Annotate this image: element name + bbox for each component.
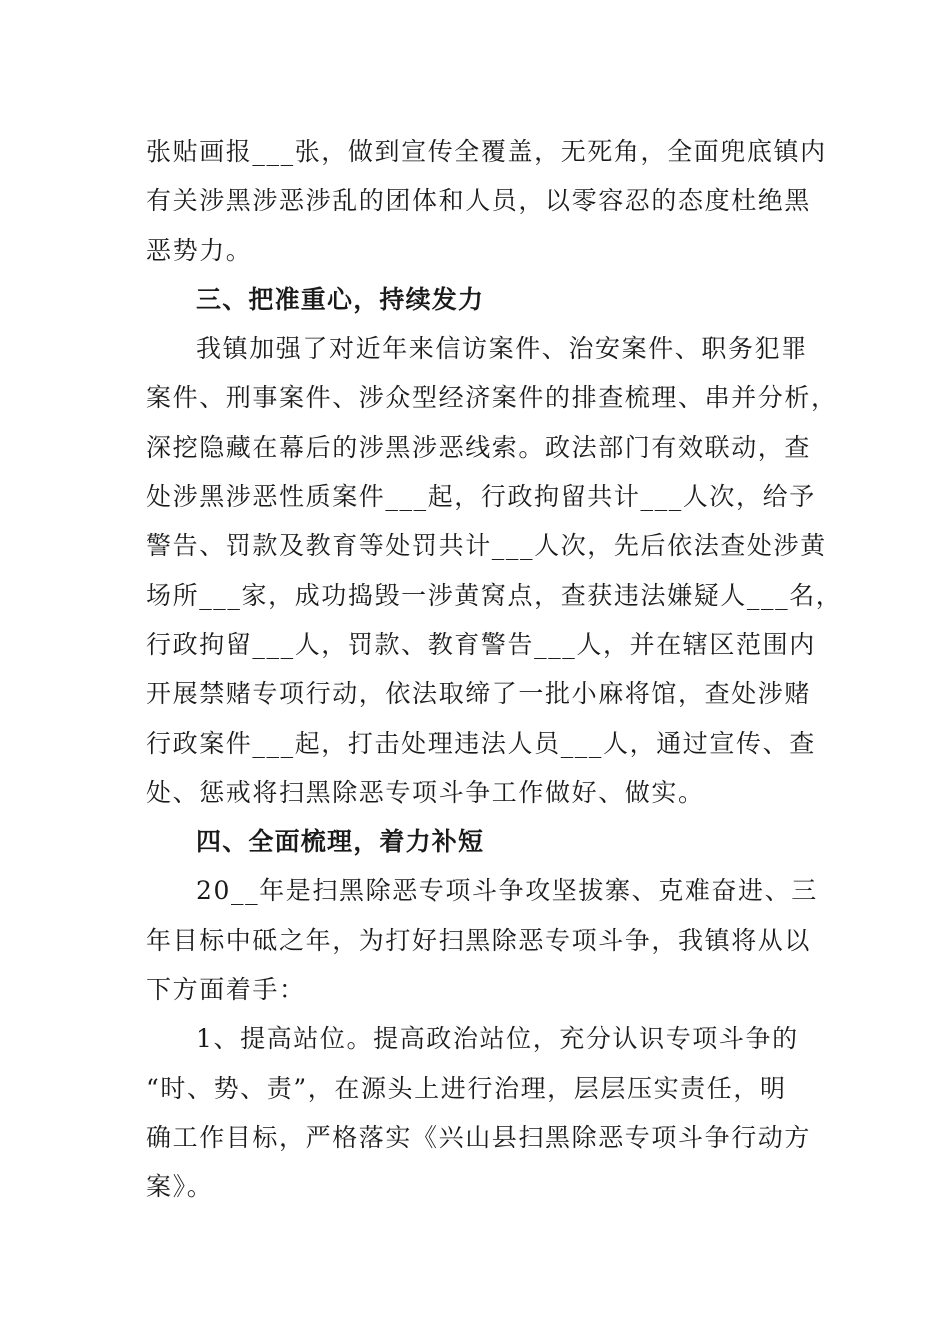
paragraph-first-line: 我镇加强了对近年来信访案件、治安案件、职务犯罪 [196, 334, 808, 364]
text-line: 警告、罚款及教育等处罚共计___人次，先后依法查处涉黄 [146, 531, 827, 561]
text-line: 确工作目标，严格落实《兴山县扫黑除恶专项斗争行动方 [146, 1122, 812, 1152]
document-body [146, 127, 843, 1212]
text-line: 年目标中砥之年，为打好扫黑除恶专项斗争，我镇将从以 [146, 925, 812, 955]
paragraph-first-line: 20__年是扫黑除恶专项斗争攻坚拔寨、克难奋进、三 [196, 876, 818, 906]
text-line: 处涉黑涉恶性质案件___起，行政拘留共计___人次，给予 [146, 482, 816, 512]
text-line: 下方面着手： [146, 975, 306, 1005]
list-item-first-line: 1、提高站位。提高政治站位，充分认识专项斗争的 [196, 1024, 799, 1054]
text-line: 处、惩戒将扫黑除恶专项斗争工作做好、做实。 [146, 777, 705, 807]
text-line: “时、势、责”，在源头上进行治理，层层压实责任，明 [146, 1073, 787, 1103]
text-line: 深挖隐藏在幕后的涉黑涉恶线索。政法部门有效联动，查 [146, 432, 812, 462]
text-line: 场所___家，成功捣毁一涉黄窝点，查获违法嫌疑人___名， [146, 580, 843, 610]
text-line: 恶势力。 [146, 235, 253, 265]
text-line: 开展禁赌专项行动，依法取缔了一批小麻将馆，查处涉赌 [146, 679, 812, 709]
text-line: 有关涉黑涉恶涉乱的团体和人员，以零容忍的态度杜绝黑 [146, 186, 812, 216]
text-line: 行政拘留___人，罚款、教育警告___人，并在辖区范围内 [146, 629, 816, 659]
text-line: 张贴画报___张，做到宣传全覆盖，无死角，全面兜底镇内 [146, 137, 827, 166]
text-line: 案》。 [146, 1172, 214, 1202]
section-heading-4: 四、全面梳理，着力补短 [196, 827, 485, 857]
text-line: 行政案件___起，打击处理违法人员___人，通过宣传、查 [146, 728, 816, 758]
text-line: 案件、刑事案件、涉众型经济案件的排查梳理、串并分析， [146, 383, 838, 413]
section-heading-3: 三、把准重心，持续发力 [196, 284, 485, 314]
